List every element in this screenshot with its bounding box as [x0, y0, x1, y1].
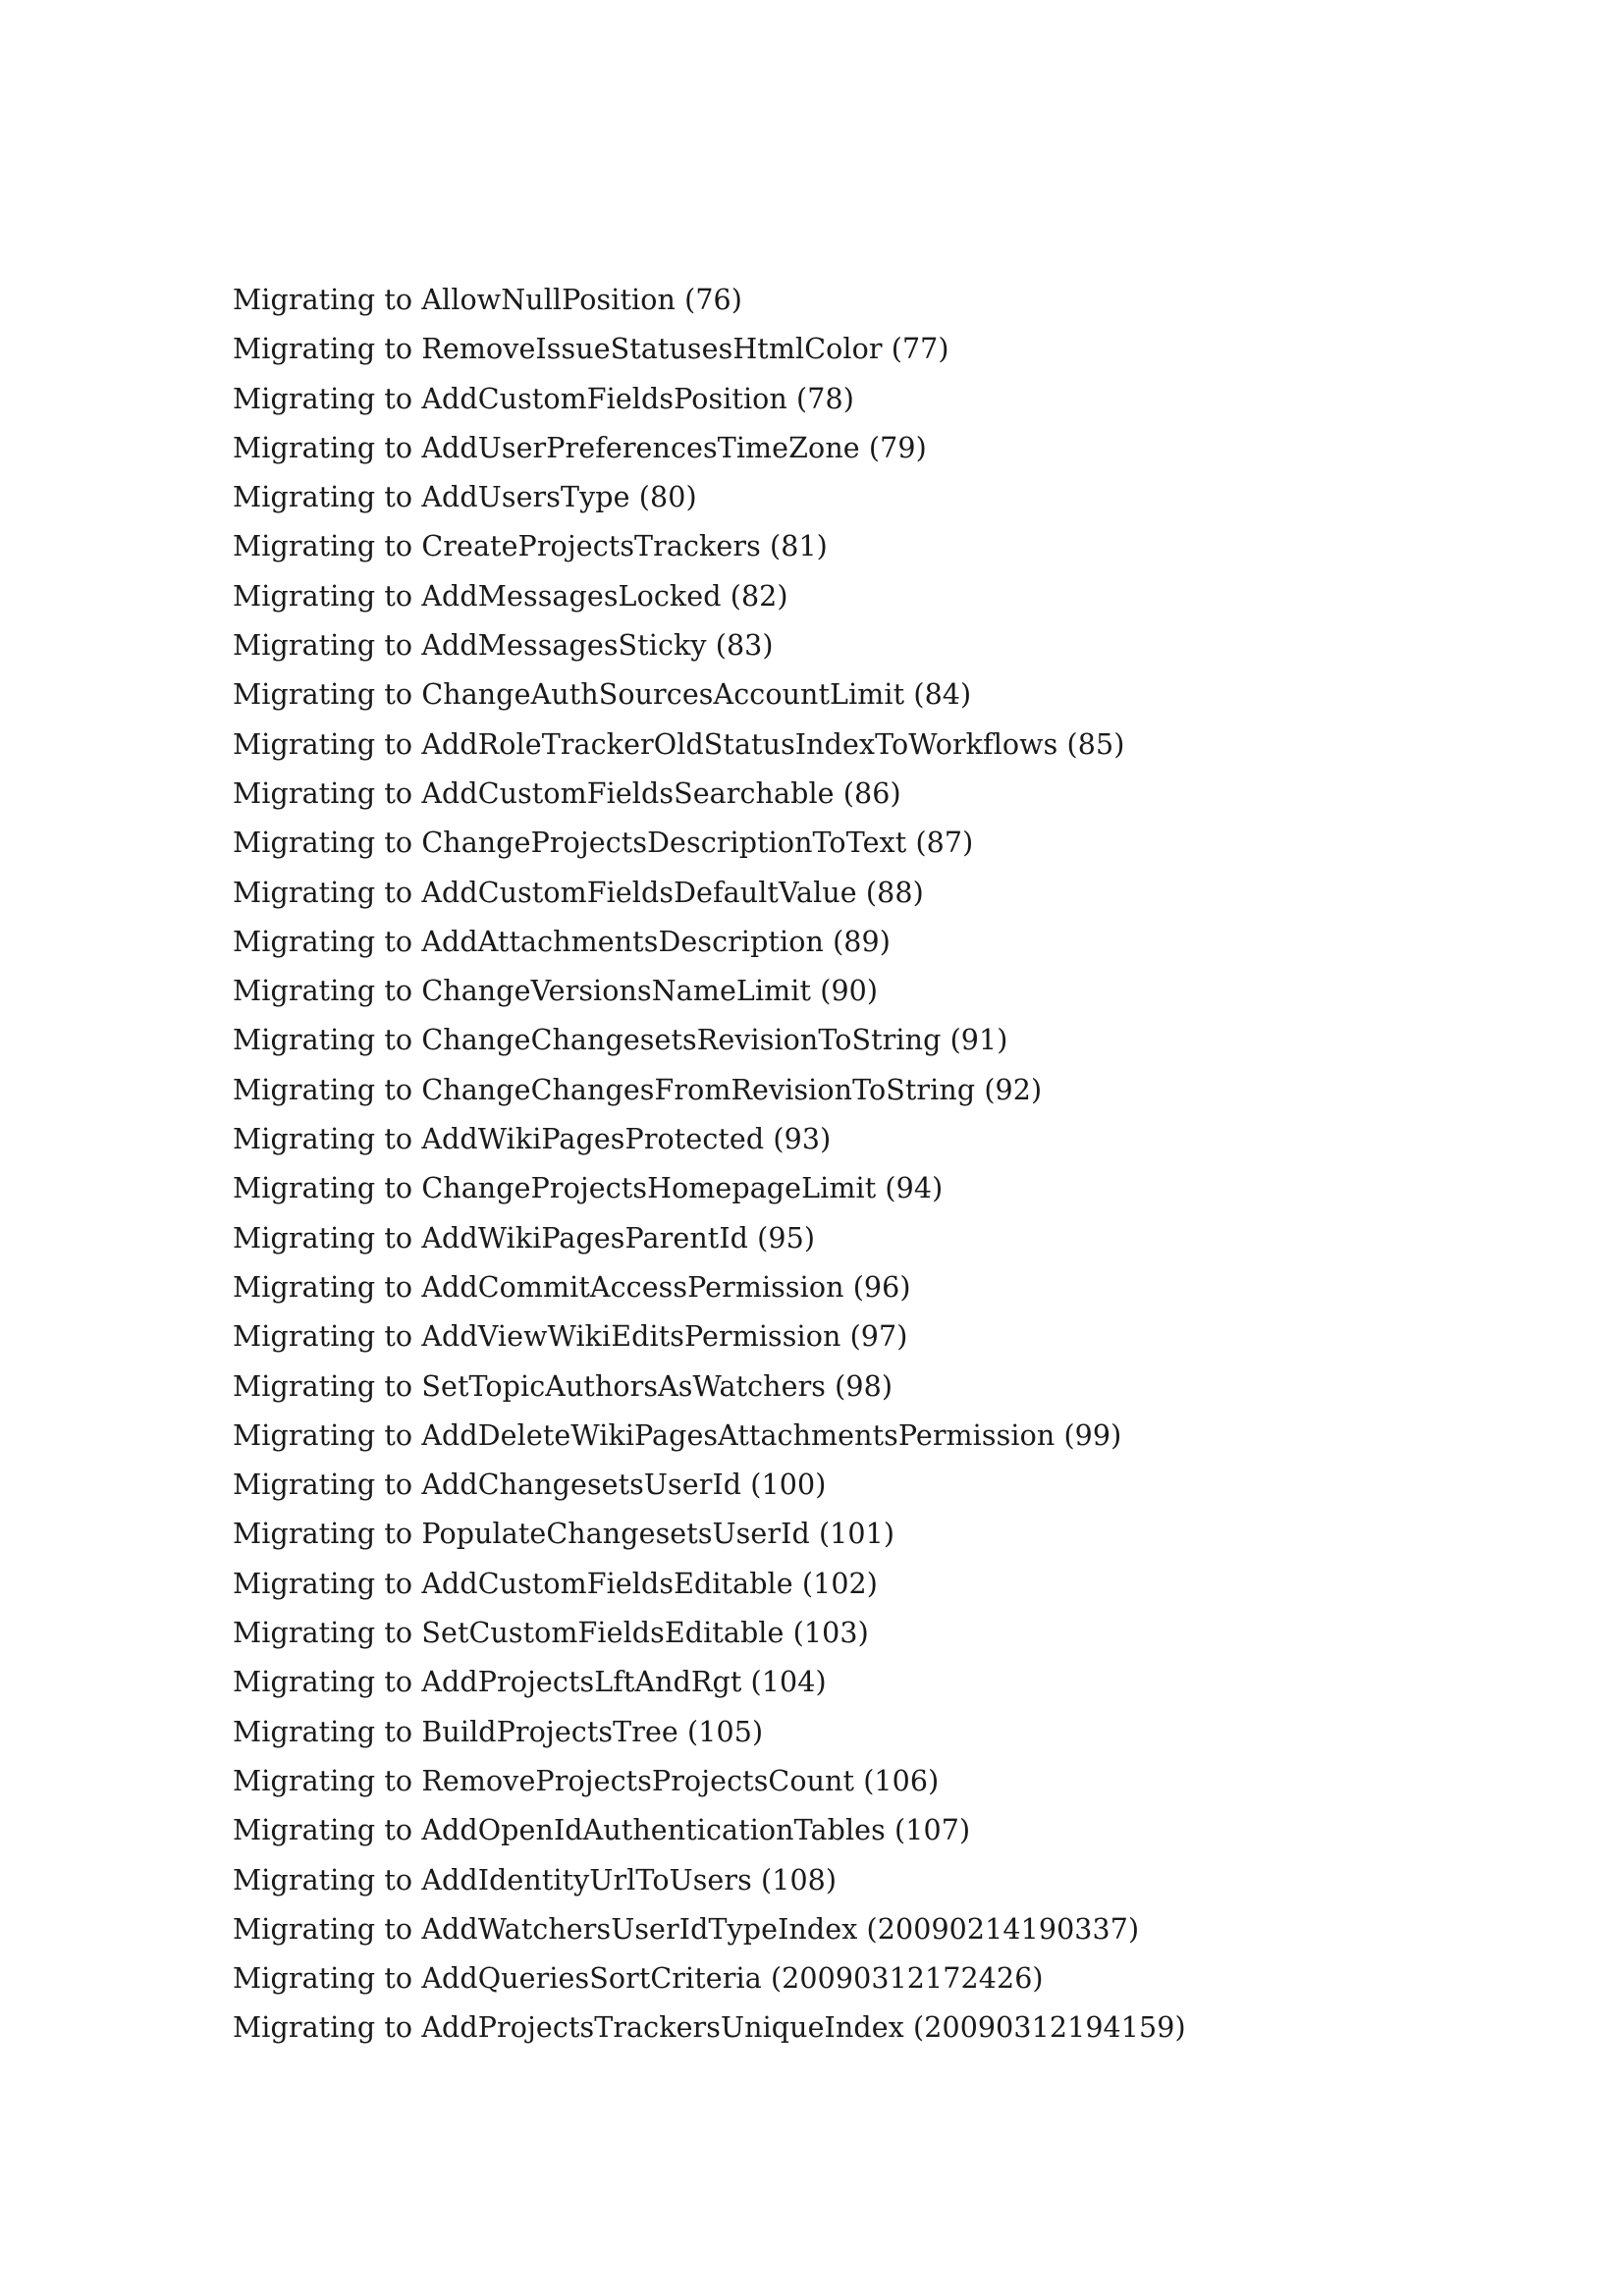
- log-line: Migrating to AddCommitAccessPermission (96): [233, 1270, 911, 1304]
- migration-log: [233, 276, 1186, 2054]
- log-line: Migrating to SetCustomFieldsEditable (103): [233, 1617, 869, 1650]
- log-line: Migrating to RemoveIssueStatusesHtmlColor (77): [233, 333, 949, 366]
- log-line: Migrating to ChangeChangesetsRevisionToString (91): [233, 1024, 1008, 1057]
- log-line: Migrating to AddUserPreferencesTimeZone (79): [233, 431, 927, 464]
- log-line: Migrating to AddChangesetsUserId (100): [233, 1468, 827, 1502]
- log-line: Migrating to AddCustomFieldsDefaultValue (88): [233, 876, 924, 909]
- log-line: Migrating to AddRoleTrackerOldStatusIndexToWorkflows (85): [233, 727, 1125, 761]
- log-line: Migrating to AddViewWikiEditsPermission (97): [233, 1320, 908, 1354]
- log-line: Migrating to AddWikiPagesProtected (93): [233, 1123, 832, 1156]
- log-line: Migrating to ChangeVersionsNameLimit (90): [233, 975, 879, 1008]
- log-line: Migrating to AddMessagesSticky (83): [233, 629, 774, 663]
- log-line: Migrating to ChangeAuthSourcesAccountLimit (84): [233, 678, 972, 712]
- log-line: Migrating to AddProjectsTrackersUniqueIndex (20090312194159): [233, 2011, 1186, 2045]
- log-line: Migrating to AddOpenIdAuthenticationTables (107): [233, 1814, 971, 1847]
- log-line: Migrating to AddWikiPagesParentId (95): [233, 1221, 816, 1255]
- log-line: Migrating to SetTopicAuthorsAsWatchers (98): [233, 1369, 893, 1403]
- log-line: Migrating to ChangeChangesFromRevisionToString (92): [233, 1073, 1043, 1106]
- log-line: Migrating to AddUsersType (80): [233, 481, 697, 514]
- log-line: Migrating to AddCustomFieldsPosition (78): [233, 382, 854, 415]
- log-line: Migrating to RemoveProjectsProjectsCount (106): [233, 1764, 940, 1797]
- log-line: Migrating to AddWatchersUserIdTypeIndex (20090214190337): [233, 1912, 1140, 1946]
- log-line: Migrating to PopulateChangesetsUserId (101): [233, 1518, 895, 1551]
- log-line: Migrating to AddAttachmentsDescription (89): [233, 925, 891, 958]
- log-line: Migrating to AddProjectsLftAndRgt (104): [233, 1666, 827, 1699]
- log-line: Migrating to AddCustomFieldsSearchable (86): [233, 776, 901, 810]
- log-line: Migrating to AddMessagesLocked (82): [233, 579, 788, 613]
- log-line: Migrating to AllowNullPosition (76): [233, 284, 743, 316]
- log-line: Migrating to BuildProjectsTree (105): [233, 1715, 764, 1748]
- log-line: Migrating to AddDeleteWikiPagesAttachmentsPermission (99): [233, 1418, 1122, 1452]
- log-line: Migrating to AddCustomFieldsEditable (102): [233, 1567, 879, 1600]
- log-line: Migrating to CreateProjectsTrackers (81): [233, 530, 828, 563]
- log-line: Migrating to AddQueriesSortCriteria (20090312172426): [233, 1962, 1044, 1996]
- log-line: Migrating to AddIdentityUrlToUsers (108): [233, 1863, 838, 1896]
- log-line: Migrating to ChangeProjectsHomepageLimit (94): [233, 1172, 944, 1205]
- log-line: Migrating to ChangeProjectsDescriptionToText (87): [233, 827, 974, 860]
